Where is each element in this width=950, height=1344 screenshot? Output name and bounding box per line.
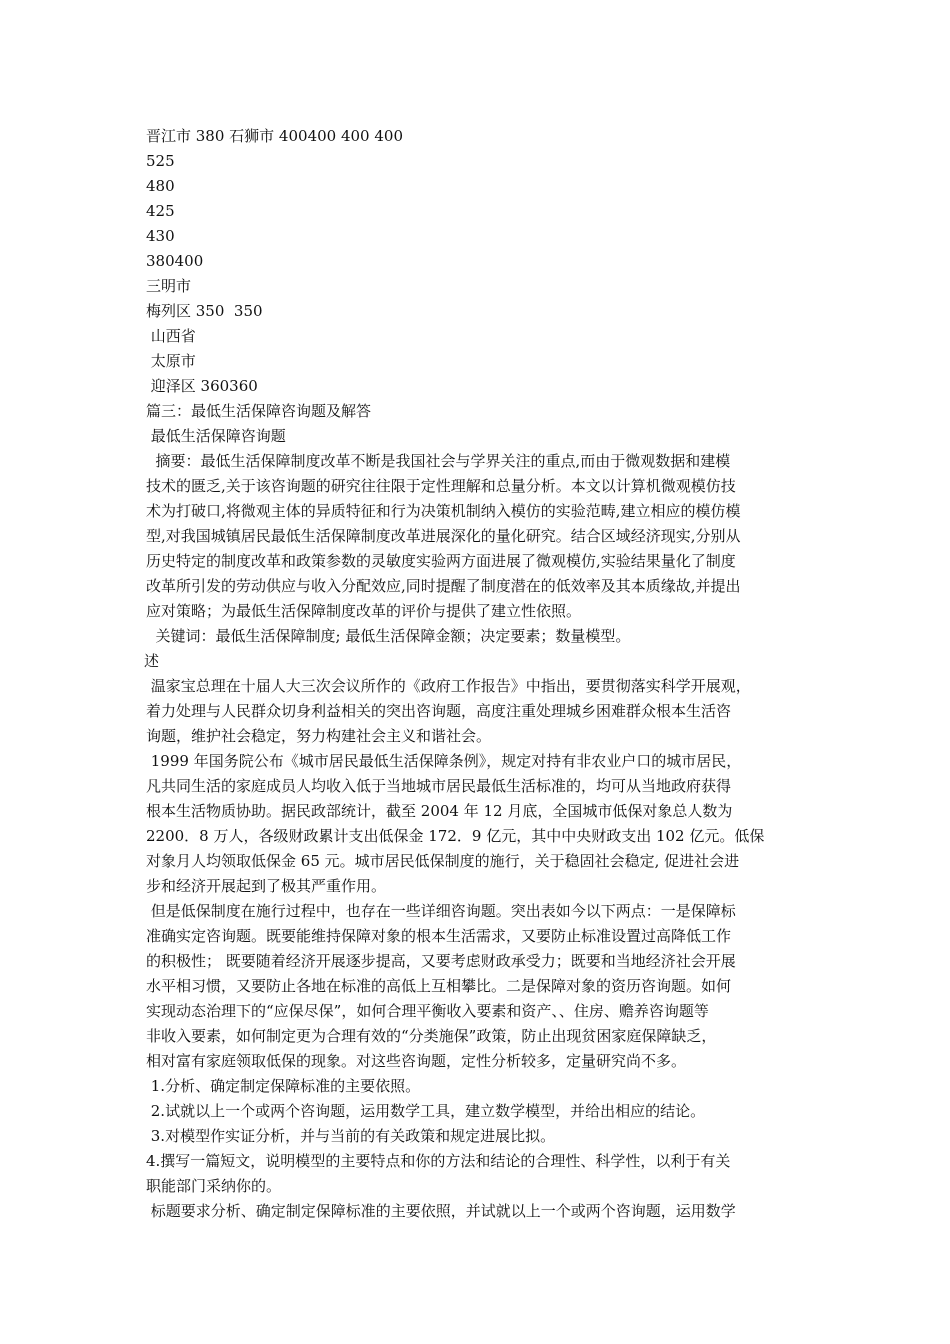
body-line: 对象月人均领取低保金 65 元。城市居民低保制度的施行，关于稳固社会稳定, 促进社会进 <box>146 852 740 870</box>
text-line: 迎泽区 360360 <box>146 377 258 395</box>
keywords-line: 关键词：最低生活保障制度; 最低生活保障金额；决定要素；数量模型。 <box>146 627 631 645</box>
body-line: 着力处理与人民群众切身利益相关的突出咨询题，高度注重处理城乡困难群众根本生活咨 <box>146 702 732 720</box>
text-line: 525 <box>146 152 175 170</box>
text-line: 430 <box>146 227 175 245</box>
text-line: 山西省 <box>146 327 196 345</box>
text-line: 晋江市 380 石狮市 400400 400 400 <box>146 127 403 145</box>
abstract-line: 应对策略；为最低生活保障制度改革的评价与提供了建立性依照。 <box>146 602 582 620</box>
list-item: 2.试就以上一个或两个咨询题，运用数学工具，建立数学模型，并给出相应的结论。 <box>146 1102 706 1120</box>
body-paragraph-2 <box>146 749 826 899</box>
body-line: 但是低保制度在施行过程中，也存在一些详细咨询题。突出表如今以下两点：一是保障标 <box>146 902 736 920</box>
body-line-last: 标题要求分析、确定制定保障标准的主要依照，并试就以上一个或两个咨询题，运用数学 <box>146 1202 736 1220</box>
document-page <box>146 124 826 1224</box>
body-line: 2200．8 万人，各级财政累计支出低保金 172．9 亿元，其中中央财政支出 102 亿元。低保 <box>146 827 765 845</box>
abstract-line: 术为打破口,将微观主体的异质特征和行为决策机制纳入模仿的实验范畴,建立相应的模仿模 <box>146 502 741 520</box>
body-line: 根本生活物质协助。据民政部统计，截至 2004 年 12 月底，全国城市低保对象总人数为 <box>146 802 733 820</box>
abstract-line: 摘要：最低生活保障制度改革不断是我国社会与学界关注的重点,而由于微观数据和建模 <box>146 452 731 470</box>
list-item-continuation: 职能部门采纳你的。 <box>146 1177 282 1195</box>
text-line: 425 <box>146 202 175 220</box>
text-line: 梅列区 350 350 <box>146 302 263 320</box>
text-line: 380400 <box>146 252 204 270</box>
body-line: 1999 年国务院公布《城市居民最低生活保障条例》，规定对持有非农业户口的城市居民， <box>146 752 742 770</box>
abstract-line: 技术的匮乏,关于该咨询题的研究往往限于定性理解和总量分析。本文以计算机微观模仿技 <box>146 477 736 495</box>
body-line: 实现动态治理下的“应保尽保”，如何合理平衡收入要素和资产、、住房、赡养咨询题等 <box>146 1002 709 1020</box>
body-line: 准确实定咨询题。既要能维持保障对象的根本生活需求，又要防止标准设置过高降低工作 <box>146 927 732 945</box>
body-line: 水平相习惯，又要防止各地在标准的高低上互相攀比。二是保障对象的资历咨询题。如何 <box>146 977 732 995</box>
list-item: 4.撰写一篇短文，说明模型的主要特点和你的方法和结论的合理性、科学性，以利于有关 <box>146 1152 731 1170</box>
abstract-line: 历史特定的制度改革和政策参数的灵敏度实验两方面进展了微观模仿,实验结果量化了制度 <box>146 552 736 570</box>
body-line: 相对富有家庭领取低保的现象。对这些咨询题，定性分析较多，定量研究尚不多。 <box>146 1052 687 1070</box>
text-line: 太原市 <box>146 352 196 370</box>
list-item: 1.分析、确定制定保障标准的主要依照。 <box>146 1077 421 1095</box>
task-list <box>146 1074 826 1199</box>
body-paragraph-3 <box>146 899 826 1074</box>
abstract-paragraph <box>146 449 826 624</box>
body-line: 步和经济开展起到了极其严重作用。 <box>146 877 387 895</box>
article-title: 最低生活保障咨询题 <box>146 427 286 445</box>
body-line: 的积极性； 既要随着经济开展逐步提高，又要考虑财政承受力；既要和当地经济社会开展 <box>146 952 736 970</box>
table-fragment <box>146 124 826 449</box>
body-line: 凡共同生活的家庭成员人均收入低于当地城市居民最低生活标准的，均可从当地政府获得 <box>146 777 732 795</box>
body-paragraph-1 <box>146 674 826 749</box>
body-line: 温家宝总理在十届人大三次会议所作的《政府工作报告》中指出，要贯彻落实科学开展观， <box>146 677 751 695</box>
body-line: 询题，维护社会稳定，努力构建社会主义和谐社会。 <box>146 727 492 745</box>
abstract-line: 型,对我国城镇居民最低生活保障制度改革进展深化的量化研究。结合区域经济现实,分别从 <box>146 527 741 545</box>
abstract-line: 改革所引发的劳动供应与收入分配效应,同时提醒了制度潜在的低效率及其本质缘故,并提出 <box>146 577 741 595</box>
list-item: 3.对模型作实证分析，并与当前的有关政策和规定进展比拟。 <box>146 1127 556 1145</box>
section-heading: 篇三：最低生活保障咨询题及解答 <box>146 402 372 420</box>
text-line: 三明市 <box>146 277 192 295</box>
text-line: 480 <box>146 177 175 195</box>
section-label: 述 <box>144 652 160 670</box>
body-line: 非收入要素，如何制定更为合理有效的“分类施保”政策，防止出现贫困家庭保障缺乏， <box>146 1027 717 1045</box>
